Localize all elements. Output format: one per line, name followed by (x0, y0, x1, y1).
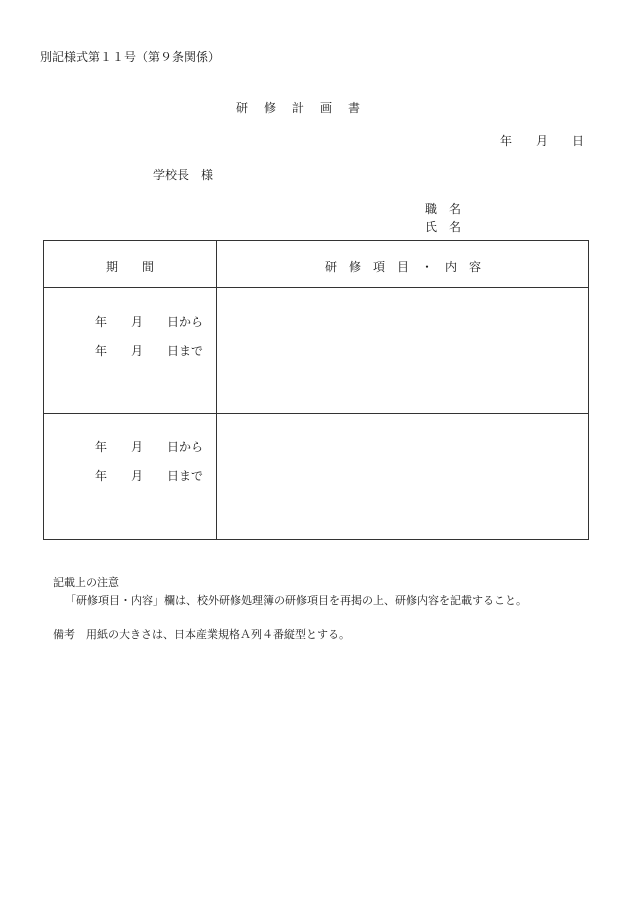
notes-heading: 記載上の注意 (53, 576, 119, 589)
row1-period-until: 年 月 日まで (95, 344, 204, 358)
row-divider (44, 413, 588, 414)
row1-period-from: 年 月 日から (95, 315, 204, 329)
remarks: 備考 用紙の大きさは、日本産業規格Ａ列４番縦型とする。 (53, 628, 350, 641)
form-number: 別記様式第１１号（第９条関係） (40, 50, 221, 64)
document-title: 研 修 計 画 書 (236, 101, 363, 115)
date-line: 年 月 日 (500, 134, 585, 148)
header-content: 研 修 項 目 ・ 内 容 (325, 260, 482, 274)
training-plan-table (43, 240, 589, 540)
header-period: 期 間 (106, 260, 155, 274)
addressee: 学校長 様 (153, 168, 214, 182)
row2-period-until: 年 月 日まで (95, 469, 204, 483)
notes-text: 「研修項目・内容」欄は、校外研修処理簿の研修項目を再掲の上、研修内容を記載すること。 (65, 594, 527, 607)
column-divider (216, 241, 217, 539)
row2-period-from: 年 月 日から (95, 440, 204, 454)
post-label: 職 名 (425, 202, 462, 216)
header-divider (44, 287, 588, 288)
name-label: 氏 名 (425, 220, 462, 234)
